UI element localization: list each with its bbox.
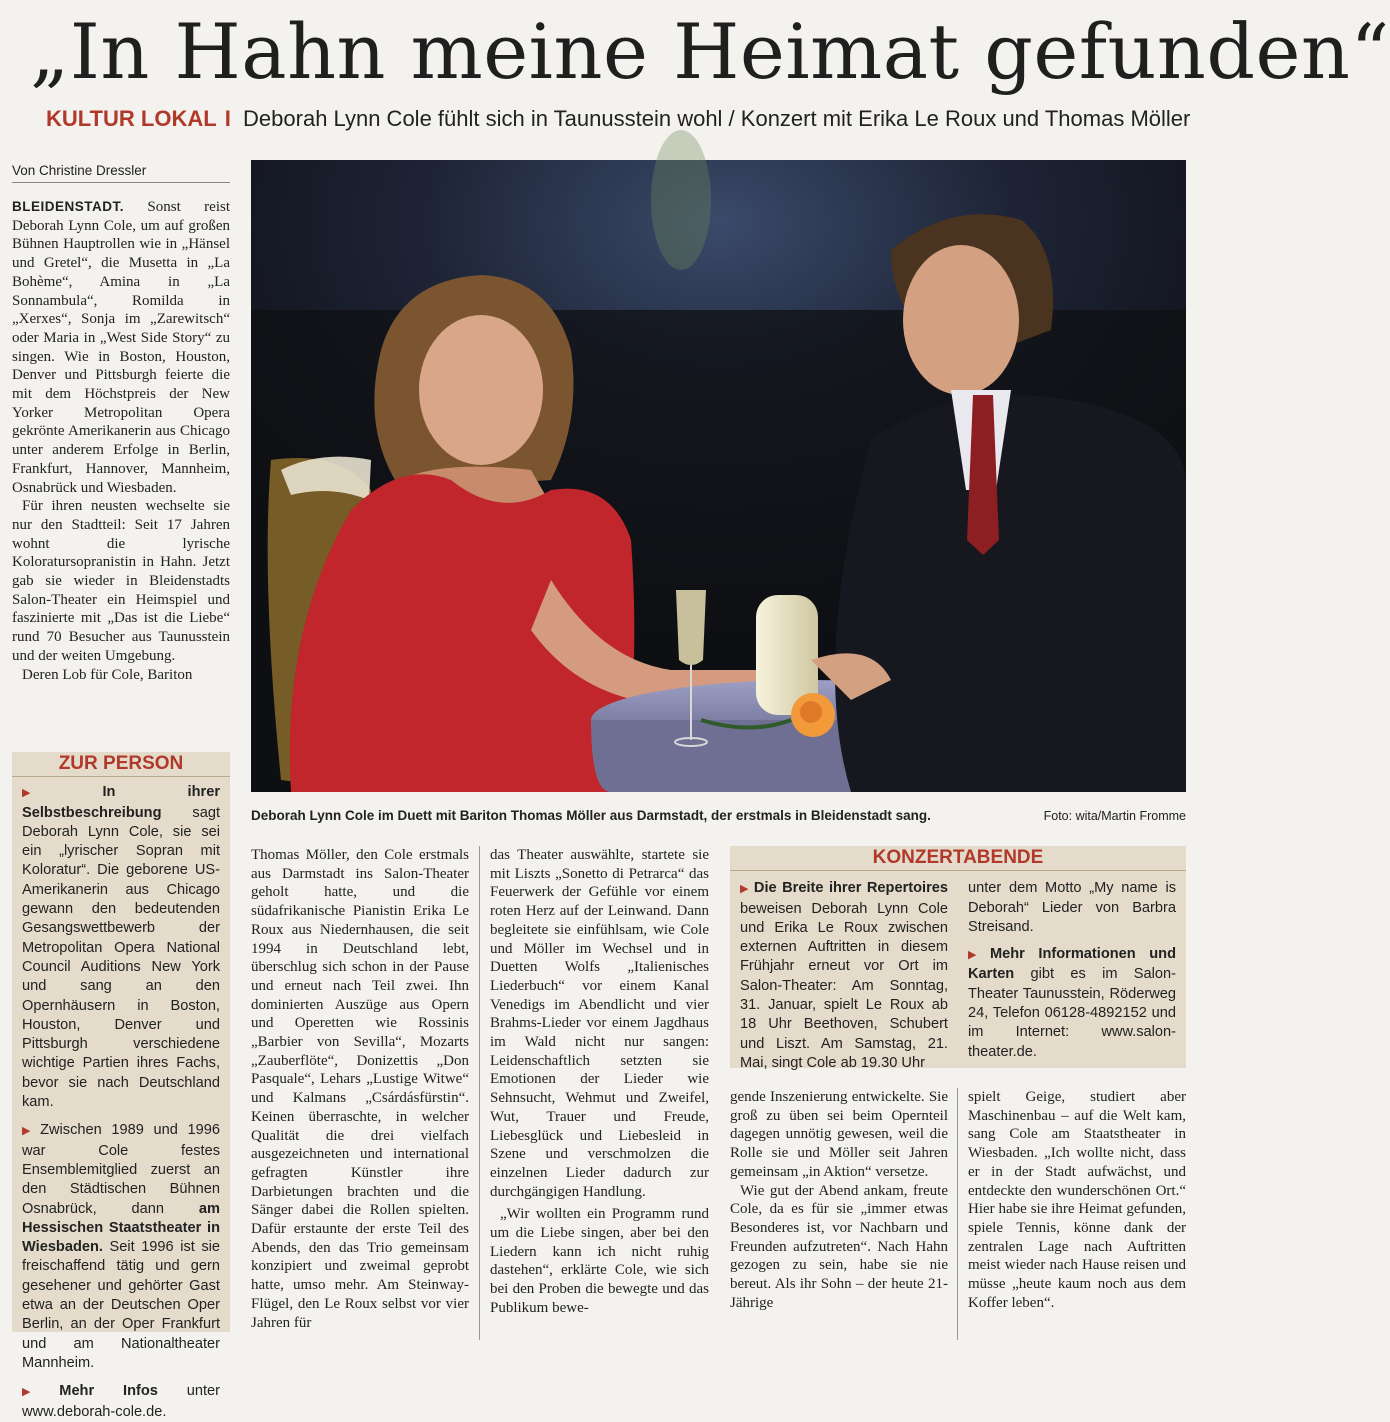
article-column-1 <box>12 198 230 734</box>
konzertabende-column-1: ▶ Die Breite ihrer Repertoires beweisen Deborah Lynn Cole und Erika Le Roux zwischen externen Auftritten in diesem Frühjahr erneut vor Ort im Salon-Theater: Am Sonntag, 31. Januar, spielt Le Roux ab 18 Uhr Beethoven, Schubert und Liszt. Am Samstag, 21. Mai, singt Cole ab 19.30 Uhr <box>740 880 948 1071</box>
article-column-3 <box>490 846 709 1340</box>
bullet-triangle-icon: ▶ <box>968 949 986 962</box>
subheadline-row <box>46 104 1191 134</box>
zur-person-paragraph: ▶ Zwischen 1989 und 1996 war Cole festes Ensemblemitglied zuerst an den Städtischen Bühnen Osnabrück, dann am Hessischen Staatstheater in Wiesbaden. Seit 1996 ist sie freischaffend tätig und gern gesehener und gehörter Gast etwa an der Deutschen Oper Berlin, an der Oper Frankfurt und am Nationaltheater Mannheim. <box>22 1122 220 1371</box>
bullet-triangle-icon: ▶ <box>740 883 750 896</box>
article-paragraph: das Theater auswählte, startete sie mit Liszts „Sonetto di Petrarca“ das Feuerwerk der Gefühle vor einem roten Herz auf der Leinwand. Dann begleitete sie einfühlsam, wie Cole und Möller im Wechsel und in Duetten Wolfs „Italienisches Liederbuch“ vor einem Kanal Venedigs im Abendlicht und vier Brahms-Lieder vor einem Jagdhaus im Wald nicht nur sangen: Leidenschaftlich setzten sie Emotionen der Lieder wie Sehnsucht, Wehmut und Zweifel, Wut, Trauer und Freude, Liebesglück und Liebesleid in Szene und verschmolzen die einzelnen Lieder dadurch zur durchgängigen Handlung. <box>490 847 709 1200</box>
headline: „In Hahn meine Heimat gefunden“ <box>30 7 1390 96</box>
konzertabende-box <box>730 846 1186 1071</box>
article-paragraph: Für ihren neusten wechselte sie nur den Stadtteil: Seit 17 Jahren wohnt die lyrische Koloratursopranistin in Hahn. Jetzt gab sie wieder in Bleidenstadts Salon-Theater ein Heimspiel und faszinierte mit „Das ist die Liebe“ rund 70 Besucher aus Taunusstein und der weiten Umgebung. <box>12 498 230 664</box>
zur-person-paragraph: ▶ In ihrer Selbstbeschreibung sagt Deborah Lynn Cole, sie sei ein „lyrischer Sopran mit Koloratur“. Die geborene US-Amerikanerin aus Chicago gewann den bedeutenden Gesangswettbewerb der Metropolitan Opera National Council Auditions New York und sang an den Opernhäusern in Boston, Houston, Denver und Pittsburgh verschiedene wichtige Partien ihres Fachs, bevor sie nach Deutschland kam. <box>22 784 220 1111</box>
kicker-separator: I <box>224 106 231 131</box>
zur-person-title: ZUR PERSON <box>12 752 230 777</box>
article-paragraph: Deren Lob für Cole, Bariton <box>22 666 193 683</box>
article-paragraph: „Wir wollten ein Programm rund um die Liebe singen, aber bei den Liedern kann ich nicht ruhig dastehen“, erklärte Cole, wie sich bei den Proben die bewegte und das Publikum bewe- <box>490 1206 709 1316</box>
dateline: BLEIDENSTADT. <box>12 199 125 214</box>
article-column-5 <box>968 1088 1186 1340</box>
column-divider <box>479 846 480 1340</box>
article-photo <box>251 160 1186 792</box>
photo-caption-row <box>251 806 1186 826</box>
column-divider <box>957 1088 958 1340</box>
article-paragraph: Thomas Möller, den Cole erstmals aus Darmstadt ins Salon-Theater geholt hatte, und die südafrikanische Pianistin Erika Le Roux aus Niedernhausen, die seit 1994 in Deutschland lebt, überschlug sich schon in der Pause und erneut nach Teil zwei. Ihn dominierten Auszüge aus Opern und Operetten wie Rossinis „Barbier von Sevilla“, Mozarts „Zauberflöte“, Donizettis „Don Pasquale“, Lehars „Lustige Witwe“ und Kalmans „Csárdásfürstin“. Keinen überraschte, in welcher Qualität die drei vielfach ausgezeichneten und international gefragten Künstler ihre Darbietungen brachten und die Sänger dabei die Rollen spielten. Dafür erstaunte der erste Teil des Abends, den das Trio gemeinsam konzipiert und zweimal geprobt hatte, umso mehr. Am Steinway-Flügel, den Le Roux selbst vor vier Jahren für <box>251 847 469 1331</box>
konzertabende-title: KONZERTABENDE <box>730 846 1186 871</box>
zur-person-paragraph: ▶ Mehr Infos unter www.deborah-cole.de. <box>22 1383 221 1420</box>
section-kicker: KULTUR LOKAL <box>46 106 217 131</box>
konzertabende-column-2: unter dem Motto „My name is Deborah“ Lieder von Barbra Streisand. ▶ Mehr Informationen und Karten gibt es im Salon-Theater Taunusstein, Röderweg 24, Telefon 06128-4892152 und im Internet: www.salon-theater.de. <box>968 880 1176 1060</box>
article-column-2 <box>251 846 469 1340</box>
article-paragraph: gende Inszenierung entwickelte. Sie groß zu üben sei beim Opernteil dagegen unnötig gewesen, weil die Rolle sie und Möller seit Jahren gemeinsam „in Aktion“ versetze. <box>730 1089 948 1180</box>
article-paragraph: Wie gut der Abend ankam, freute Cole, da es für sie „immer etwas Besonderes ist, vor Nachbarn und Freunden aufzutreten“. Nach Hahn gezogen zu sein, habe sie nie bereut. Als ihr Sohn – der heute 21-Jährige <box>730 1182 948 1311</box>
subheadline: Deborah Lynn Cole fühlt sich in Taunusstein wohl / Konzert mit Erika Le Roux und Thomas Möller <box>243 106 1191 131</box>
concert-scene-photo <box>251 160 1186 792</box>
bullet-triangle-icon: ▶ <box>22 1386 56 1399</box>
byline: Von Christine Dressler <box>12 160 230 183</box>
photo-credit: Foto: wita/Martin Fromme <box>1043 809 1186 823</box>
article-paragraph: spielt Geige, studiert aber Maschinenbau – auf die Welt kam, sang Cole am Staatstheater in Wiesbaden. „Ich wollte nicht, dass er in der Stadt aufwächst, und entdeckte den wunderschönen Ort.“ Hier habe sie ihre Heimat gefunden, spiele Tennis, könne dank der zentralen Lage nach Auftritten meist wieder nach Hause reisen und müsse „heute kaum noch aus dem Koffer leben“. <box>968 1089 1186 1311</box>
article-column-4 <box>730 1088 948 1340</box>
bullet-triangle-icon: ▶ <box>22 1125 37 1138</box>
photo-caption: Deborah Lynn Cole im Duett mit Bariton Thomas Möller aus Darmstadt, der erstmals in Bleidenstadt sang. <box>251 808 931 823</box>
bullet-triangle-icon: ▶ <box>22 787 99 800</box>
zur-person-body <box>12 777 230 1422</box>
zur-person-box <box>12 752 230 1420</box>
article-paragraph: BLEIDENSTADT. Sonst reist Deborah Lynn Cole, um auf großen Bühnen Hauptrollen wie in „Hänsel und Gretel“, die Musetta in „La Bohème“, Amina in „La Sonnambula“, Romilda in „Xerxes“, Sonja im „Zarewitsch“ oder Maria in „West Side Story“ zu singen. Wie in Boston, Houston, Denver und Pittsburgh feierte die mit dem Höchstpreis der New Yorker Metropolitan Opera gekrönte Amerikanerin aus Chicago unter anderem Erfolge in Berlin, Frankfurt, Hannover, Mannheim, Osnabrück und Wiesbaden. <box>12 199 230 496</box>
